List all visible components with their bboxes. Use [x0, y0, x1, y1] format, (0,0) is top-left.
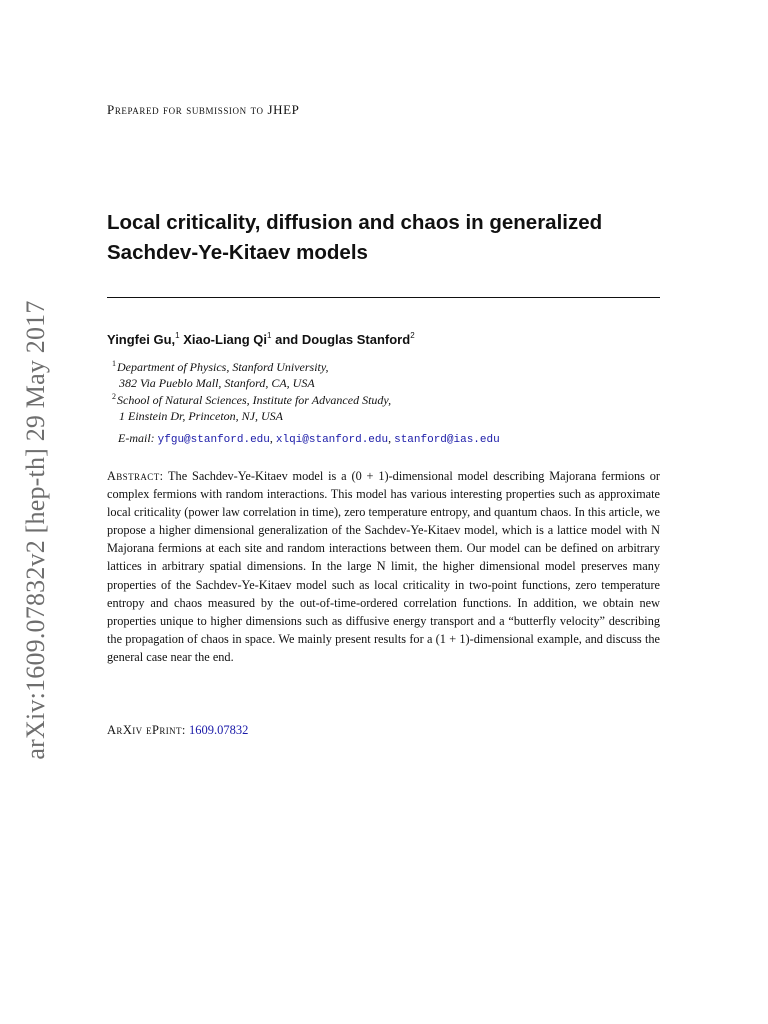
email-link-stanford[interactable]: stanford@ias.edu [394, 434, 500, 446]
abstract-heading: Abstract: [107, 469, 164, 483]
email-link-gu[interactable]: yfgu@stanford.edu [157, 434, 270, 446]
email-link-qi[interactable]: xlqi@stanford.edu [275, 434, 389, 446]
author-conjunction: and [275, 332, 299, 347]
eprint-link[interactable]: 1609.07832 [188, 723, 249, 737]
email-line: E-mail: yfgu@stanford.edu, xlqi@stanford.edu, stanford@ias.edu [118, 431, 500, 446]
affiliation-2-line-1: School of Natural Sciences, Institute for Advanced Study, [117, 393, 392, 407]
author-3-affil-mark: 2 [410, 331, 415, 340]
affiliation-2-mark: 2 [112, 392, 116, 401]
paper-title [107, 208, 667, 268]
affiliation-1-line-1: Department of Physics, Stanford University, [117, 360, 329, 374]
submission-note: Prepared for submission to JHEP [107, 102, 300, 117]
author-2: Xiao-Liang Qi [183, 332, 268, 347]
author-1: Yingfei Gu, [107, 332, 176, 347]
affiliation-1 [112, 356, 329, 391]
arxiv-eprint [107, 723, 248, 738]
author-3: Douglas Stanford [301, 332, 411, 347]
title-divider [107, 297, 660, 298]
author-2-affil-mark: 1 [267, 331, 272, 340]
abstract [107, 467, 660, 666]
affiliation-2 [112, 389, 391, 424]
title-line-1: Local criticality, diffusion and chaos in generalized [107, 211, 603, 234]
author-1-affil-mark: 1 [175, 331, 180, 340]
eprint-label: ArXiv ePrint: [107, 723, 186, 737]
arxiv-stamp-text: arXiv:1609.07832v2 [hep-th] 29 May 2017 [21, 300, 50, 760]
title-line-2: Sachdev-Ye-Kitaev models [107, 241, 368, 264]
abstract-text: The Sachdev-Ye-Kitaev model is a (0 + 1)-dimensional model describing Majorana fermions or complex fermions with random interactions. This model has various interesting properties such as approximate local criticality (power law correlation in time), zero temperature entropy, and quantum chaos. In this article, we propose a higher dimensional generalization of the Sachdev-Ye-Kitaev model, which is a lattice model with N Majorana fermions at each site and random interactions between them. Our model can be defined on arbitrary lattices in arbitrary spatial dimensions. In the large N limit, the higher dimensional model preserves many properties of the Sachdev-Ye-Kitaev model such as local criticality in two-point functions, zero temperature entropy and chaos measured by the out-of-time-ordered correlation functions. In addition, we obtain new properties unique to higher dimensions such as diffusive energy transport and a “butterfly velocity” describing the propagation of chaos in space. We mainly present results for a (1 + 1)-dimensional example, and discuss the general case near the end. [107, 469, 660, 664]
affiliation-2-line-2: 1 Einstein Dr, Princeton, NJ, USA [119, 409, 283, 423]
affiliation-1-mark: 1 [112, 359, 116, 368]
author-list [107, 331, 415, 347]
email-label: E-mail: [118, 431, 155, 445]
affiliation-1-line-2: 382 Via Pueblo Mall, Stanford, CA, USA [119, 376, 315, 390]
